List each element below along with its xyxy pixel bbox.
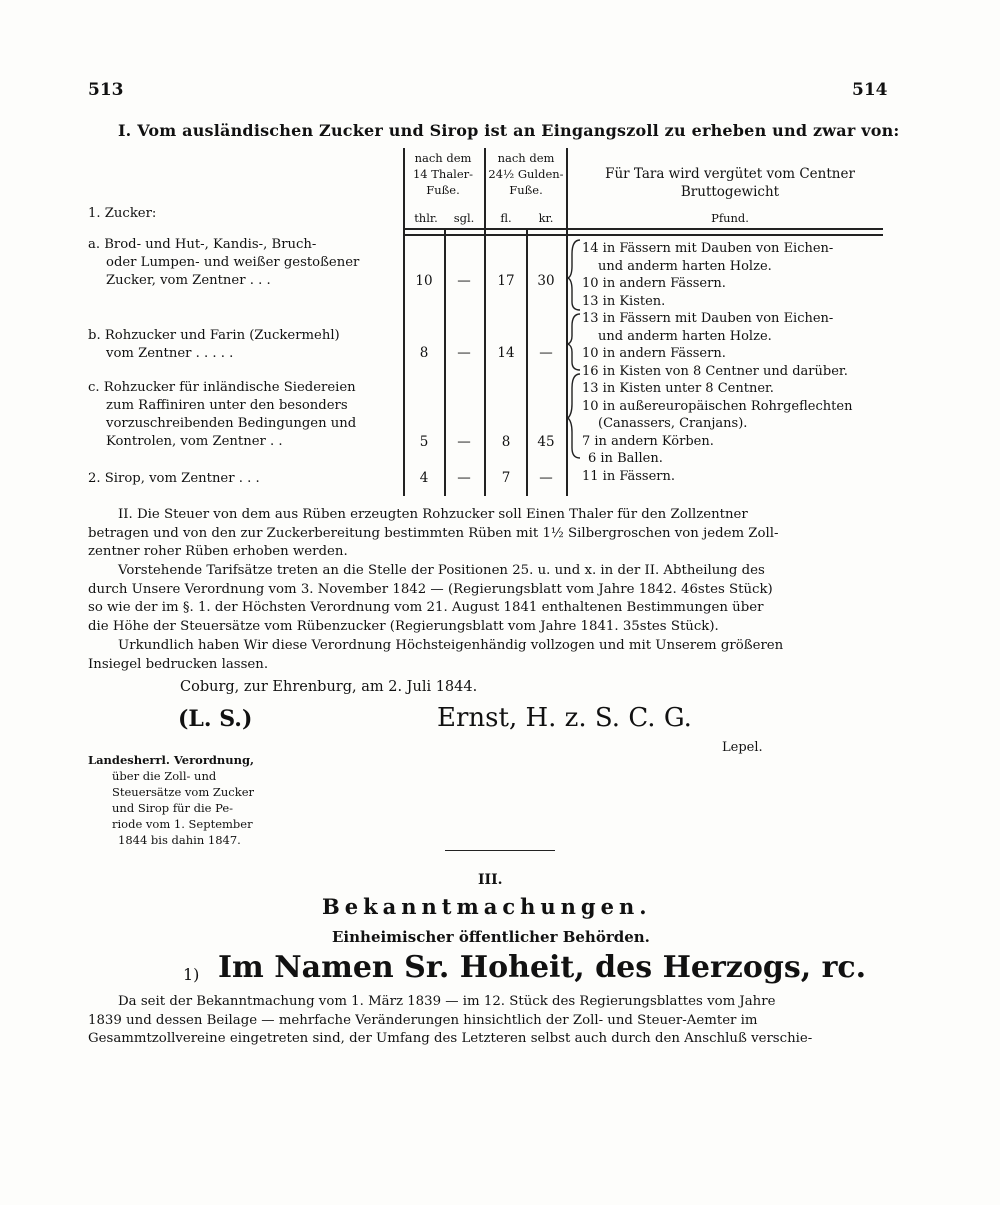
page-number-right: 514	[852, 80, 888, 100]
side-note-line: Steuersätze vom Zucker	[112, 785, 255, 799]
cell-kr: 30	[537, 273, 555, 289]
text-line: Da seit der Bekanntmachung vom 1. März 1839 — im 12. Stück des Regierungsblattes vom Jahre	[118, 994, 776, 1009]
tara-line: und anderm harten Holze.	[598, 328, 772, 344]
row-line: Zucker, vom Zentner . . .	[106, 273, 271, 288]
col-header-line: Fuße.	[426, 183, 460, 197]
cell-kr: —	[539, 345, 553, 361]
col-header-tara	[575, 165, 885, 201]
table-row-label	[88, 236, 359, 290]
text-line: die Höhe der Steuersätze vom Rübenzucker (Regierungsblatt vom Jahre 1841. 35stes Stück).	[88, 618, 719, 634]
section-III-body	[88, 993, 888, 1049]
col-header-gulden	[486, 150, 566, 198]
table-row-label	[88, 470, 260, 488]
side-note	[88, 752, 254, 848]
cell-thlr: 8	[419, 345, 429, 361]
item-number: 1)	[183, 965, 200, 984]
divider	[445, 850, 555, 851]
row-line: 2. Sirop, vom Zentner . . .	[88, 471, 260, 486]
section-III-numeral: III.	[478, 872, 503, 888]
tara-line: 6 in Ballen.	[588, 451, 663, 466]
text-line: Gesammtzollvereine eingetreten sind, der Umfang des Letzteren selbst auch durch den Anschluß verschie-	[88, 1031, 813, 1046]
text-line: II. Die Steuer von dem aus Rüben erzeugten Rohzucker soll Einen Thaler für den Zollzentner	[118, 507, 748, 522]
signature: Ernst, H. z. S. C. G.	[437, 703, 692, 733]
brace-b	[568, 314, 580, 370]
row-line: c. Rohzucker für inländische Siedereien	[88, 380, 356, 395]
text-line: so wie der im §. 1. der Höchsten Verordnung vom 21. August 1841 enthaltenen Bestimmungen über	[88, 600, 764, 615]
paragraph-tarif	[88, 562, 888, 636]
tara-line: 10 in andern Fässern.	[582, 276, 726, 291]
col-header-line: Bruttogewicht	[680, 184, 780, 200]
text-line: durch Unsere Verordnung vom 3. November 1842 — (Regierungsblatt vom Jahre 1842. 46stes Stück)	[88, 581, 773, 597]
section-I-heading: I. Vom ausländischen Zucker und Sirop ist an Eingangszoll zu erheben und zwar von:	[118, 121, 900, 140]
unit-kr: kr.	[538, 211, 554, 225]
cell-thlr: 4	[419, 470, 429, 486]
side-note-line: über die Zoll- und	[112, 769, 217, 783]
row-line: b. Rohzucker und Farin (Zuckermehl)	[88, 328, 340, 343]
tara-line: 14 in Fässern mit Dauben von Eichen-	[582, 241, 834, 256]
unit-thlr: thlr.	[414, 211, 438, 225]
col-header-line: nach dem	[414, 151, 472, 165]
section-III-title: Bekanntmachungen.	[322, 894, 652, 919]
unit-sgl: sgl.	[453, 211, 475, 225]
row-line: oder Lumpen- und weißer gestoßener	[106, 255, 360, 270]
table-row-label	[88, 327, 340, 363]
zucker-label: 1. Zucker:	[88, 206, 157, 221]
cell-sgl: —	[457, 434, 471, 450]
side-note-line: Landesherrl. Verordnung,	[88, 753, 255, 767]
col-header-line: nach dem	[497, 151, 555, 165]
cell-thlr: 10	[415, 273, 433, 289]
tara-line: 13 in Fässern mit Dauben von Eichen-	[582, 311, 834, 326]
col-header-line: Fuße.	[509, 183, 543, 197]
table-rule	[526, 228, 528, 496]
cell-kr: —	[539, 470, 553, 486]
cell-kr: 45	[537, 434, 555, 450]
tara-line: 13 in Kisten unter 8 Centner.	[582, 381, 774, 396]
text-line: 1839 und dessen Beilage — mehrfache Veränderungen hinsichtlich der Zoll- und Steuer-Aemter im	[88, 1012, 758, 1028]
col-header-line: 14 Thaler-	[412, 167, 474, 181]
cell-thlr: 5	[419, 434, 429, 450]
row-line: Kontrolen, vom Zentner . .	[106, 434, 283, 449]
cell-sgl: —	[457, 273, 471, 289]
cell-fl: 8	[501, 434, 511, 450]
side-note-line: 1844 bis dahin 1847.	[118, 833, 241, 847]
tara-line: 13 in Kisten.	[582, 293, 666, 309]
tara-line: 16 in Kisten von 8 Centner und darüber.	[582, 363, 848, 379]
paragraph-urkundlich	[88, 637, 888, 674]
paragraph-II	[88, 506, 888, 562]
table-rule	[403, 228, 883, 230]
tara-line: und anderm harten Holze.	[598, 258, 772, 274]
side-note-line: riode vom 1. September	[112, 817, 253, 831]
tara-line: 10 in andern Fässern.	[582, 346, 726, 361]
tara-line: (Canassers, Cranjans).	[598, 416, 748, 431]
row-line: vom Zentner . . . . .	[106, 346, 234, 361]
text-line: betragen und von den zur Zuckerbereitung bestimmten Rüben mit 1½ Silbergroschen von jedem Zoll-	[88, 525, 779, 541]
col-header-line: Für Tara wird vergütet vom Centner	[605, 166, 855, 182]
row-line: a. Brod- und Hut-, Kandis-, Bruch-	[88, 237, 317, 252]
tara-line: 11 in Fässern.	[582, 468, 675, 484]
text-line: Vorstehende Tarifsätze treten an die Stelle der Positionen 25. u. und x. in der II. Abtheilung des	[118, 563, 765, 578]
place-date: Coburg, zur Ehrenburg, am 2. Juli 1844.	[180, 679, 478, 695]
text-line: Urkundlich haben Wir diese Verordnung Höchsteigenhändig vollzogen und mit Unserem größeren	[118, 638, 784, 653]
table-rule	[444, 228, 446, 496]
countersignature: Lepel.	[722, 740, 763, 755]
cell-sgl: —	[457, 345, 471, 361]
seal: (L. S.)	[178, 706, 253, 732]
brace-c	[568, 374, 580, 458]
unit-fl: fl.	[500, 211, 512, 225]
unit-pfund: Pfund.	[711, 211, 749, 225]
row-line: vorzuschreibenden Bedingungen und	[106, 416, 357, 431]
text-line: Insiegel bedrucken lassen.	[88, 656, 269, 672]
cell-fl: 17	[497, 273, 515, 289]
row-line: zum Raffiniren unter den besonders	[106, 398, 348, 413]
table-row-label	[88, 379, 356, 451]
cell-fl: 14	[497, 345, 515, 361]
page-number-left: 513	[88, 80, 124, 100]
cell-sgl: —	[457, 470, 471, 486]
col-header-thaler	[404, 150, 482, 198]
brace-a	[568, 240, 580, 310]
tara-line: 7 in andern Körben.	[582, 433, 714, 449]
tara-list	[582, 240, 852, 485]
table-rule	[403, 234, 883, 236]
text-line: zentner roher Rüben erhoben werden.	[88, 544, 348, 559]
section-III-subtitle: Einheimischer öffentlicher Behörden.	[332, 928, 650, 946]
side-note-line: und Sirop für die Pe-	[112, 801, 234, 815]
item-title: Im Namen Sr. Hoheit, des Herzogs, rc.	[218, 950, 867, 985]
tara-line: 10 in außereuropäischen Rohrgeflechten	[582, 398, 853, 414]
col-header-line: 24½ Gulden-	[488, 167, 564, 181]
cell-fl: 7	[501, 470, 511, 486]
